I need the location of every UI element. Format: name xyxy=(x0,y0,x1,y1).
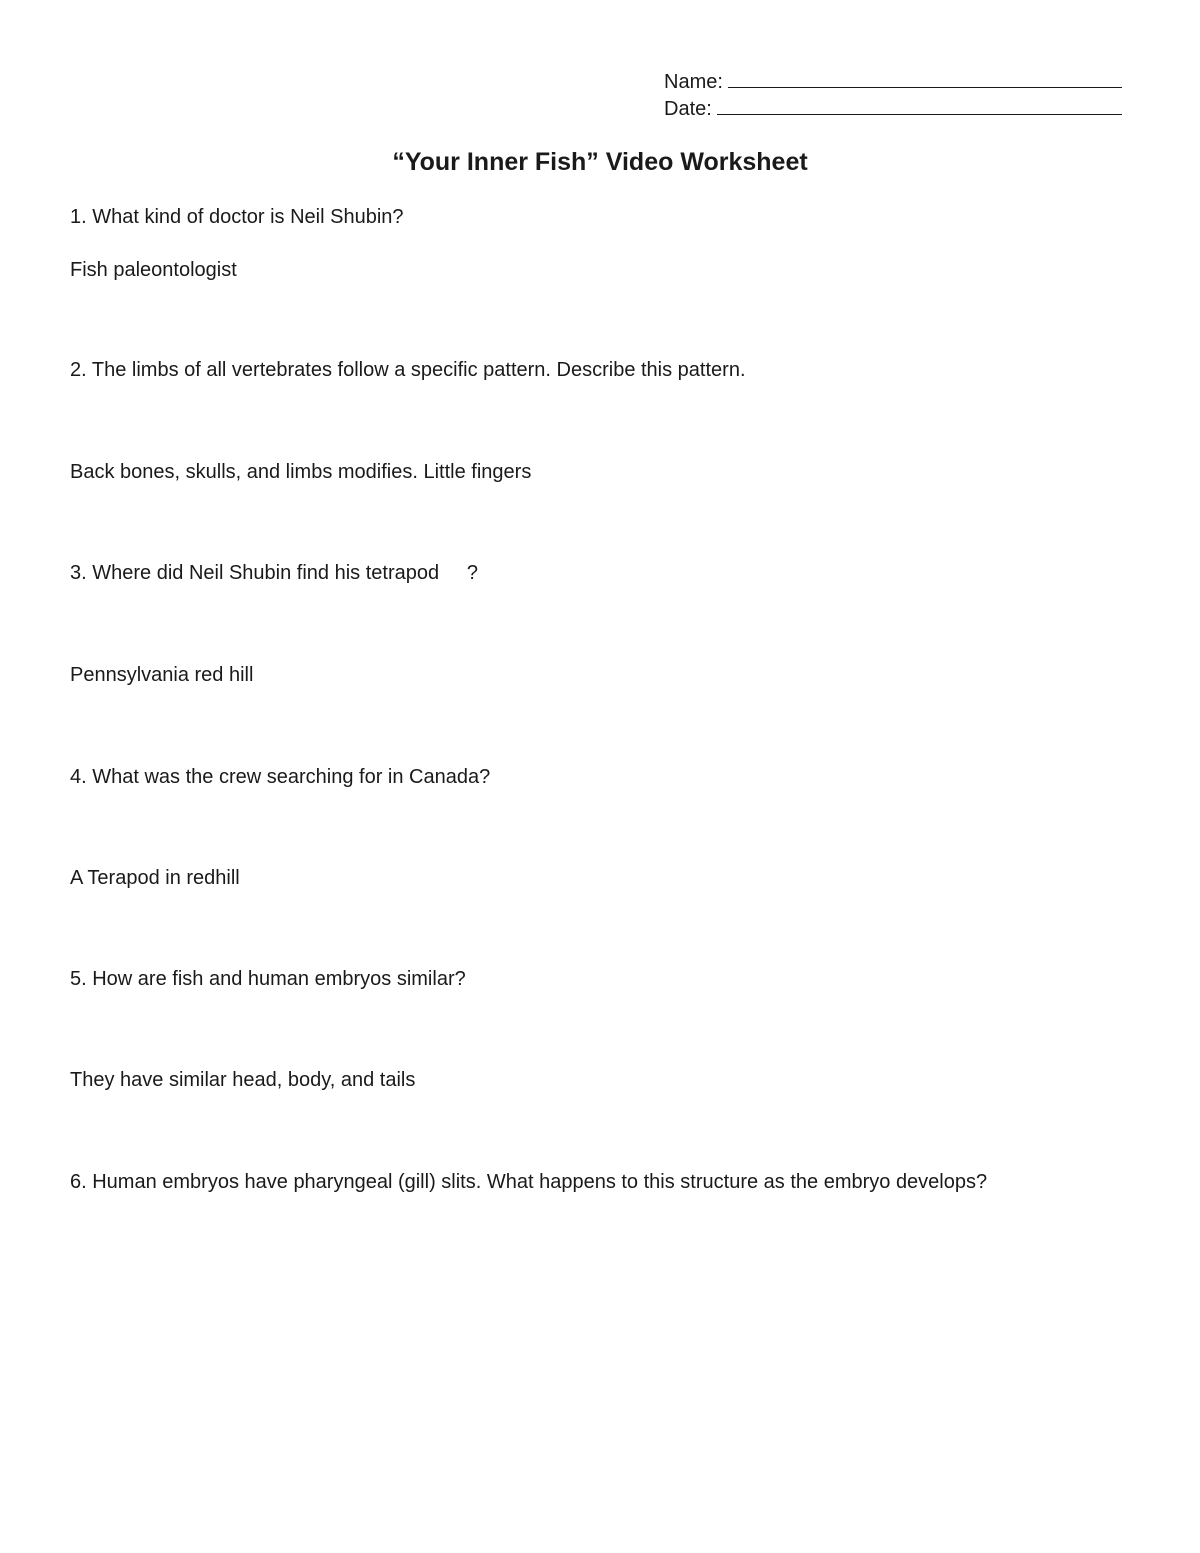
question-2: 2. The limbs of all vertebrates follow a specific pattern. Describe this pattern. xyxy=(70,359,746,381)
answer-2: Back bones, skulls, and limbs modifies. Little fingers xyxy=(70,461,532,483)
answer-5: They have similar head, body, and tails xyxy=(70,1069,416,1091)
answer-4: A Terapod in redhill xyxy=(70,867,240,889)
date-label: Date: xyxy=(664,98,712,120)
answer-1: Fish paleontologist xyxy=(70,259,237,281)
date-field xyxy=(664,97,1122,121)
worksheet-title: “Your Inner Fish” Video Worksheet xyxy=(392,148,808,176)
question-4: 4. What was the crew searching for in Canada? xyxy=(70,766,491,788)
date-blank-line[interactable] xyxy=(717,98,1122,115)
name-blank-line[interactable] xyxy=(728,71,1122,88)
name-field xyxy=(664,70,1122,94)
answer-3: Pennsylvania red hill xyxy=(70,664,254,686)
question-6: 6. Human embryos have pharyngeal (gill) slits. What happens to this structure as the embryo develops? xyxy=(70,1171,988,1193)
question-5: 5. How are fish and human embryos similar? xyxy=(70,968,466,990)
name-label: Name: xyxy=(664,71,723,93)
question-3: 3. Where did Neil Shubin find his tetrapod ? xyxy=(70,562,479,584)
question-1: 1. What kind of doctor is Neil Shubin? xyxy=(70,206,404,228)
